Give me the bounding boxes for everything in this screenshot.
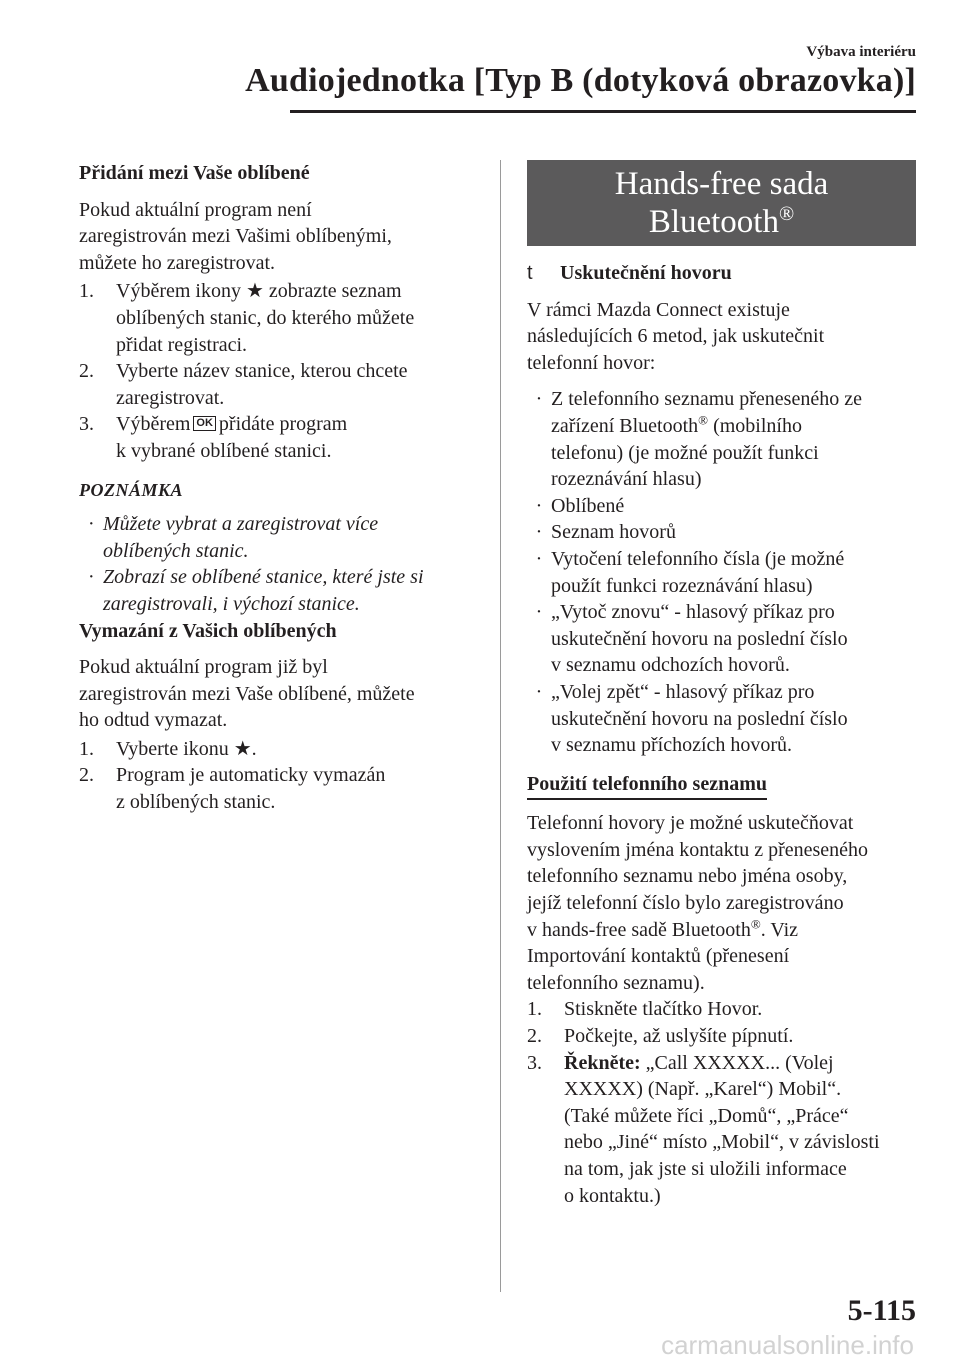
registered-mark: ® — [778, 203, 795, 225]
text-line: rozeznávání hlasu) — [551, 468, 702, 491]
add-steps — [79, 278, 479, 464]
text-line: Výběrem ikony ★ zobrazte seznam — [116, 280, 402, 303]
list-item — [527, 386, 922, 492]
right-column — [527, 160, 922, 1209]
text-fragment: . Viz — [760, 918, 799, 941]
text-line: Zobrazí se oblíbené stanice, které jste si — [103, 566, 424, 589]
text-line: telefonní hovor: — [527, 351, 656, 374]
text-line: Můžete vybrat a zaregistrovat více — [103, 513, 379, 536]
remove-step-1 — [79, 736, 479, 763]
page-title: Audiojednotka [Typ B (dotyková obrazovka)] — [245, 62, 916, 99]
text-line: zaregistrovali, i výchozí stanice. — [103, 592, 360, 615]
phonebook-heading: Použití telefonního seznamu — [527, 771, 767, 801]
text-fragment: přidáte program — [218, 413, 348, 436]
banner-line — [527, 203, 916, 241]
list-item — [527, 519, 922, 546]
text-line: můžete ho zaregistrovat. — [79, 251, 276, 274]
banner-line: Hands-free sada — [614, 166, 829, 202]
text-line: Oblíbené — [551, 494, 625, 517]
call-step-2 — [527, 1023, 922, 1050]
text-line: „Vytoč znovu“ - hlasový příkaz pro — [551, 601, 835, 624]
add-favorites-heading: Přidání mezi Vaše oblíbené — [79, 162, 310, 184]
bullet-icon: · — [535, 547, 543, 570]
text-line: oblíbených stanic. — [103, 539, 249, 562]
text-line: Telefonní hovory je možné uskutečňovat — [527, 812, 854, 835]
add-step-3 — [79, 411, 479, 464]
text-line — [527, 917, 922, 944]
column-divider — [500, 160, 501, 1292]
text-line: zaregistrován mezi Vašimi oblíbenými, — [79, 225, 392, 248]
remove-step-2 — [79, 762, 479, 815]
text-line: Stiskněte tlačítko Hovor. — [564, 998, 763, 1021]
left-column — [79, 160, 479, 816]
text-line: „Volej zpět“ - hlasový příkaz pro — [551, 680, 815, 703]
text-line: přidat registraci. — [116, 333, 248, 356]
bullet-icon: · — [535, 521, 543, 544]
step-number: 2. — [79, 764, 94, 787]
note-list — [79, 511, 479, 617]
text-line: Počkejte, až uslyšíte pípnutí. — [564, 1025, 794, 1048]
call-step-3 — [527, 1050, 922, 1210]
text-line: Program je automaticky vymazán — [116, 764, 386, 787]
step-number: 1. — [79, 737, 94, 760]
add-step-1 — [79, 278, 479, 358]
section-label: Výbava interiéru — [806, 44, 916, 60]
text-line: v seznamu příchozích hovorů. — [551, 734, 793, 757]
note-item — [79, 511, 479, 564]
step-number: 1. — [79, 280, 94, 303]
text-line: Vyberte název stanice, kterou chcete — [116, 360, 408, 383]
text-fragment: Bluetooth — [648, 204, 779, 240]
text-line — [116, 411, 479, 438]
step-number: 3. — [527, 1051, 542, 1074]
text-line: Seznam hovorů — [551, 521, 676, 544]
step-number: 1. — [527, 998, 542, 1021]
text-line: Importování kontaktů (přenesení — [527, 945, 790, 968]
page-number: 5-115 — [847, 1294, 916, 1327]
text-line: uskutečnění hovoru na poslední číslo — [551, 627, 848, 650]
bullet-icon: · — [535, 494, 543, 517]
phonebook-text — [527, 810, 922, 996]
text-line: zaregistrovat. — [116, 386, 225, 409]
section-title: Uskutečnění hovoru — [560, 262, 732, 284]
bullet-icon: · — [88, 566, 94, 589]
text-line: telefonu) (je možné použít funkci — [551, 441, 819, 464]
text-line — [564, 1050, 922, 1077]
bullet-icon: · — [535, 680, 543, 703]
step-number: 2. — [79, 360, 94, 383]
text-line: (Také můžete říci „Domů“, „Práce“ — [564, 1104, 849, 1127]
text-line: V rámci Mazda Connect existuje — [527, 298, 790, 321]
text-fragment: Výběrem — [116, 413, 191, 436]
text-fragment: v hands-free sadě Bluetooth — [527, 918, 751, 941]
bullet-icon: · — [535, 388, 543, 411]
note-title: POZNÁMKA — [79, 479, 184, 500]
text-line: nebo „Jiné“ místo „Mobil“, v závislosti — [564, 1131, 880, 1154]
header-rule — [290, 110, 916, 113]
text-line: uskutečnění hovoru na poslední číslo — [551, 707, 848, 730]
text-line: použít funkci rozeznávání hlasu) — [551, 574, 813, 597]
registered-mark: ® — [750, 916, 761, 931]
list-item — [527, 679, 922, 759]
text-line: Pokud aktuální program není — [79, 198, 312, 221]
text-line: o kontaktu.) — [564, 1184, 661, 1207]
text-line: telefonního seznamu nebo jména osoby, — [527, 865, 848, 888]
note-item — [79, 564, 479, 617]
text-line: vyslovením jména kontaktu z přeneseného — [527, 838, 869, 861]
text-line: jejíž telefonní číslo bylo zaregistrováno — [527, 892, 844, 915]
registered-mark: ® — [698, 412, 709, 428]
text-line: oblíbených stanic, do kterého můžete — [116, 306, 415, 329]
ok-icon: OK — [193, 416, 216, 431]
text-line: zaregistrován mezi Vaše oblíbené, můžete — [79, 682, 415, 705]
text-line: následujících 6 metod, jak uskutečnit — [527, 325, 825, 348]
text-line: z oblíbených stanic. — [116, 791, 276, 814]
text-line: v seznamu odchozích hovorů. — [551, 654, 790, 677]
remove-steps — [79, 736, 479, 816]
text-fragment: zařízení Bluetooth — [551, 414, 699, 437]
text-line: ho odtud vymazat. — [79, 709, 228, 732]
remove-favorites-heading: Vymazání z Vašich oblíbených — [79, 619, 337, 642]
text-fragment: „Call XXXXX... (Volej — [640, 1051, 834, 1074]
list-item — [527, 599, 922, 679]
text-line: Vytočení telefonního čísla (je možné — [551, 547, 845, 570]
step-number: 2. — [527, 1025, 542, 1048]
text-fragment: (mobilního — [708, 414, 802, 437]
text-line: Pokud aktuální program již byl — [79, 656, 328, 679]
intro — [527, 297, 922, 377]
remove-intro — [79, 654, 479, 734]
call-step-1 — [527, 996, 922, 1023]
section-heading — [527, 260, 922, 287]
text-line: k vybrané oblíbené stanici. — [116, 439, 332, 462]
step-number: 3. — [79, 413, 94, 436]
text-line: Z telefonního seznamu přeneseného ze — [551, 388, 862, 411]
watermark: carmanualsonline.info — [661, 1330, 914, 1360]
list-item — [527, 493, 922, 520]
text-line — [551, 413, 922, 440]
phonebook-steps — [527, 996, 922, 1209]
list-item — [527, 546, 922, 599]
say-label: Řekněte: — [564, 1051, 641, 1074]
bullet-icon: · — [88, 513, 94, 536]
bullet-icon: · — [535, 601, 543, 624]
add-step-2 — [79, 358, 479, 411]
add-intro — [79, 197, 479, 277]
call-methods-list — [527, 386, 922, 758]
text-line: Vyberte ikonu ★. — [116, 737, 257, 760]
text-line: telefonního seznamu). — [527, 971, 705, 994]
bluetooth-banner — [527, 160, 916, 246]
text-line: XXXXX) (Např. „Karel“) Mobil“. — [564, 1078, 842, 1101]
text-line: na tom, jak jste si uložili informace — [564, 1158, 847, 1180]
section-marker-icon: t — [527, 262, 533, 284]
